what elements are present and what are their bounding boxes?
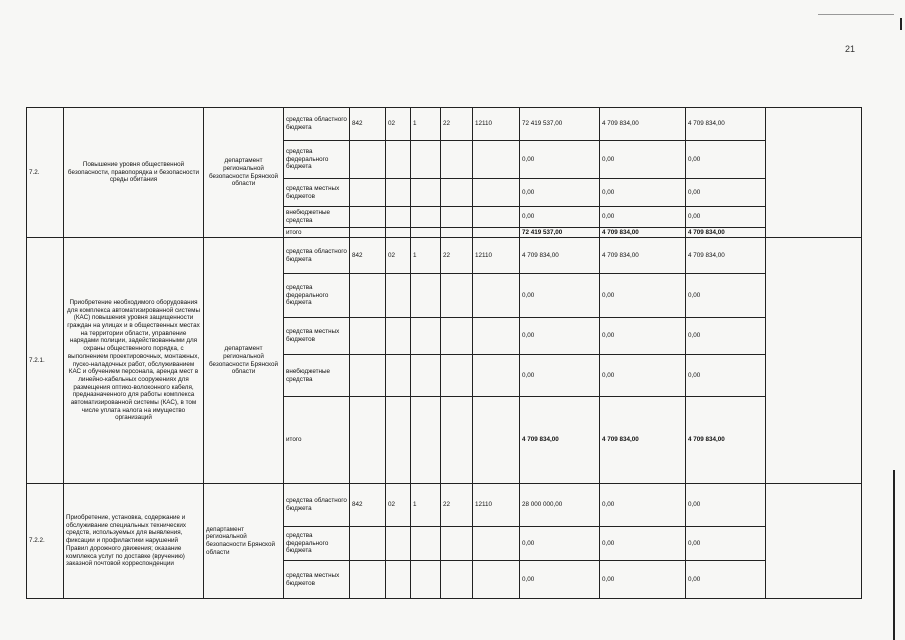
- amount-cell: 0,00: [520, 179, 600, 207]
- amount-cell: 0,00: [686, 527, 766, 561]
- empty-cell: [766, 484, 862, 599]
- source-label: средства областного бюджета: [284, 484, 350, 527]
- scan-corner-mark: [900, 18, 902, 30]
- code-cell: [441, 318, 473, 355]
- total-amount: 4 709 834,00: [600, 397, 686, 484]
- item-executor: департамент региональной безопасности Брянской области: [204, 238, 284, 484]
- code-cell: [386, 228, 411, 238]
- code-cell: 12110: [473, 108, 520, 141]
- code-cell: [411, 561, 441, 599]
- amount-cell: 0,00: [600, 561, 686, 599]
- code-cell: [386, 355, 411, 397]
- code-cell: [386, 527, 411, 561]
- code-cell: [441, 355, 473, 397]
- code-cell: [386, 141, 411, 179]
- item-executor: департамент региональной безопасности Брянской области: [204, 484, 284, 599]
- code-cell: [441, 561, 473, 599]
- code-cell: [473, 141, 520, 179]
- amount-cell: 4 709 834,00: [520, 238, 600, 274]
- item-number: 7.2.1.: [27, 238, 64, 484]
- item-name: Повышение уровня общественной безопасности, правопорядка и безопасности среды обитания: [64, 108, 204, 238]
- source-label: средства областного бюджета: [284, 238, 350, 274]
- source-label: средства федерального бюджета: [284, 274, 350, 318]
- item-number: 7.2.2.: [27, 484, 64, 599]
- amount-cell: 72 419 537,00: [520, 108, 600, 141]
- code-cell: 1: [411, 484, 441, 527]
- amount-cell: 0,00: [686, 207, 766, 228]
- code-cell: [473, 274, 520, 318]
- amount-cell: 0,00: [520, 527, 600, 561]
- code-cell: [441, 527, 473, 561]
- amount-cell: 0,00: [686, 318, 766, 355]
- code-cell: [350, 318, 386, 355]
- code-cell: [473, 527, 520, 561]
- amount-cell: 0,00: [600, 179, 686, 207]
- code-cell: 02: [386, 108, 411, 141]
- code-cell: [473, 228, 520, 238]
- code-cell: [411, 355, 441, 397]
- amount-cell: 0,00: [686, 561, 766, 599]
- amount-cell: 4 709 834,00: [600, 108, 686, 141]
- source-label: средства федерального бюджета: [284, 141, 350, 179]
- code-cell: [350, 274, 386, 318]
- code-cell: [386, 318, 411, 355]
- code-cell: [473, 397, 520, 484]
- table-row: [27, 238, 862, 274]
- amount-cell: 0,00: [600, 141, 686, 179]
- budget-table: [26, 107, 862, 599]
- code-cell: 12110: [473, 238, 520, 274]
- code-cell: [411, 397, 441, 484]
- code-cell: [473, 207, 520, 228]
- amount-cell: 4 709 834,00: [686, 108, 766, 141]
- code-cell: [473, 318, 520, 355]
- amount-cell: 0,00: [600, 207, 686, 228]
- code-cell: [386, 179, 411, 207]
- code-cell: [411, 274, 441, 318]
- code-cell: [350, 179, 386, 207]
- code-cell: 02: [386, 238, 411, 274]
- source-label: средства местных бюджетов: [284, 179, 350, 207]
- total-amount: 4 709 834,00: [600, 228, 686, 238]
- amount-cell: 0,00: [520, 141, 600, 179]
- code-cell: 842: [350, 238, 386, 274]
- item-name: Приобретение необходимого оборудования для комплекса автоматизированной системы (КАС) повышения уровня защищенности граждан на улицах и в общественных местах на территории области, управление нарядами полиции, задействованными для охраны общественного порядка, с выполнением проектировочных, монтажных, пуско-наладочных работ, обслуживанием КАС и обучением персонала, аренда мест в линейно-кабельных сооружениях для размещения оптико-волоконного кабеля, предназначенного для работы комплекса автоматизированной системы (КАС), в том числе уплата налога на имущество организаций: [64, 238, 204, 484]
- amount-cell: 0,00: [600, 355, 686, 397]
- code-cell: [350, 397, 386, 484]
- amount-cell: 28 000 000,00: [520, 484, 600, 527]
- item-name: Приобретение, установка, содержание и обслуживание специальных технических средств, используемых для выявления, фиксации и профилактики нарушений Правил дорожного движения; оказание комплекса услуг по доставке (вручению) заказной почтовой корреспонденции: [64, 484, 204, 599]
- source-label: средства федерального бюджета: [284, 527, 350, 561]
- code-cell: [473, 355, 520, 397]
- scan-edge-line: [893, 470, 895, 640]
- code-cell: [386, 397, 411, 484]
- amount-cell: 0,00: [686, 274, 766, 318]
- amount-cell: 0,00: [520, 355, 600, 397]
- code-cell: [350, 228, 386, 238]
- code-cell: [386, 207, 411, 228]
- code-cell: [386, 274, 411, 318]
- code-cell: [411, 207, 441, 228]
- amount-cell: 0,00: [686, 179, 766, 207]
- code-cell: [441, 207, 473, 228]
- code-cell: 1: [411, 108, 441, 141]
- amount-cell: 0,00: [600, 527, 686, 561]
- total-amount: 4 709 834,00: [686, 228, 766, 238]
- amount-cell: 0,00: [520, 207, 600, 228]
- amount-cell: 0,00: [520, 274, 600, 318]
- amount-cell: 0,00: [686, 141, 766, 179]
- page-number: 21: [845, 44, 856, 54]
- code-cell: 1: [411, 238, 441, 274]
- source-label: внебюджетные средства: [284, 355, 350, 397]
- code-cell: [386, 561, 411, 599]
- amount-cell: 0,00: [686, 484, 766, 527]
- code-cell: 22: [441, 238, 473, 274]
- total-amount: 72 419 537,00: [520, 228, 600, 238]
- code-cell: [350, 207, 386, 228]
- total-amount: 4 709 834,00: [686, 397, 766, 484]
- code-cell: [441, 274, 473, 318]
- code-cell: [350, 355, 386, 397]
- empty-cell: [766, 108, 862, 238]
- source-label: средства местных бюджетов: [284, 561, 350, 599]
- code-cell: [411, 179, 441, 207]
- amount-cell: 0,00: [520, 561, 600, 599]
- amount-cell: 0,00: [520, 318, 600, 355]
- scan-corner-line: [818, 14, 894, 15]
- code-cell: [350, 561, 386, 599]
- code-cell: 12110: [473, 484, 520, 527]
- code-cell: [441, 397, 473, 484]
- code-cell: [441, 228, 473, 238]
- source-label: средства местных бюджетов: [284, 318, 350, 355]
- code-cell: [411, 527, 441, 561]
- table-row: [27, 108, 862, 141]
- code-cell: [411, 318, 441, 355]
- source-label: средства областного бюджета: [284, 108, 350, 141]
- table-row: [27, 484, 862, 527]
- code-cell: [350, 141, 386, 179]
- source-label: итого: [284, 228, 350, 238]
- amount-cell: 0,00: [600, 484, 686, 527]
- code-cell: 02: [386, 484, 411, 527]
- code-cell: [441, 141, 473, 179]
- code-cell: 22: [441, 108, 473, 141]
- total-amount: 4 709 834,00: [520, 397, 600, 484]
- code-cell: 842: [350, 108, 386, 141]
- code-cell: 842: [350, 484, 386, 527]
- amount-cell: 4 709 834,00: [686, 238, 766, 274]
- code-cell: [411, 228, 441, 238]
- source-label: внебюджетные средства: [284, 207, 350, 228]
- code-cell: [350, 527, 386, 561]
- code-cell: [411, 141, 441, 179]
- amount-cell: 4 709 834,00: [600, 238, 686, 274]
- item-executor: департамент региональной безопасности Брянской области: [204, 108, 284, 238]
- code-cell: 22: [441, 484, 473, 527]
- empty-cell: [766, 238, 862, 484]
- source-label: итого: [284, 397, 350, 484]
- code-cell: [473, 179, 520, 207]
- code-cell: [473, 561, 520, 599]
- amount-cell: 0,00: [686, 355, 766, 397]
- amount-cell: 0,00: [600, 274, 686, 318]
- item-number: 7.2.: [27, 108, 64, 238]
- amount-cell: 0,00: [600, 318, 686, 355]
- code-cell: [441, 179, 473, 207]
